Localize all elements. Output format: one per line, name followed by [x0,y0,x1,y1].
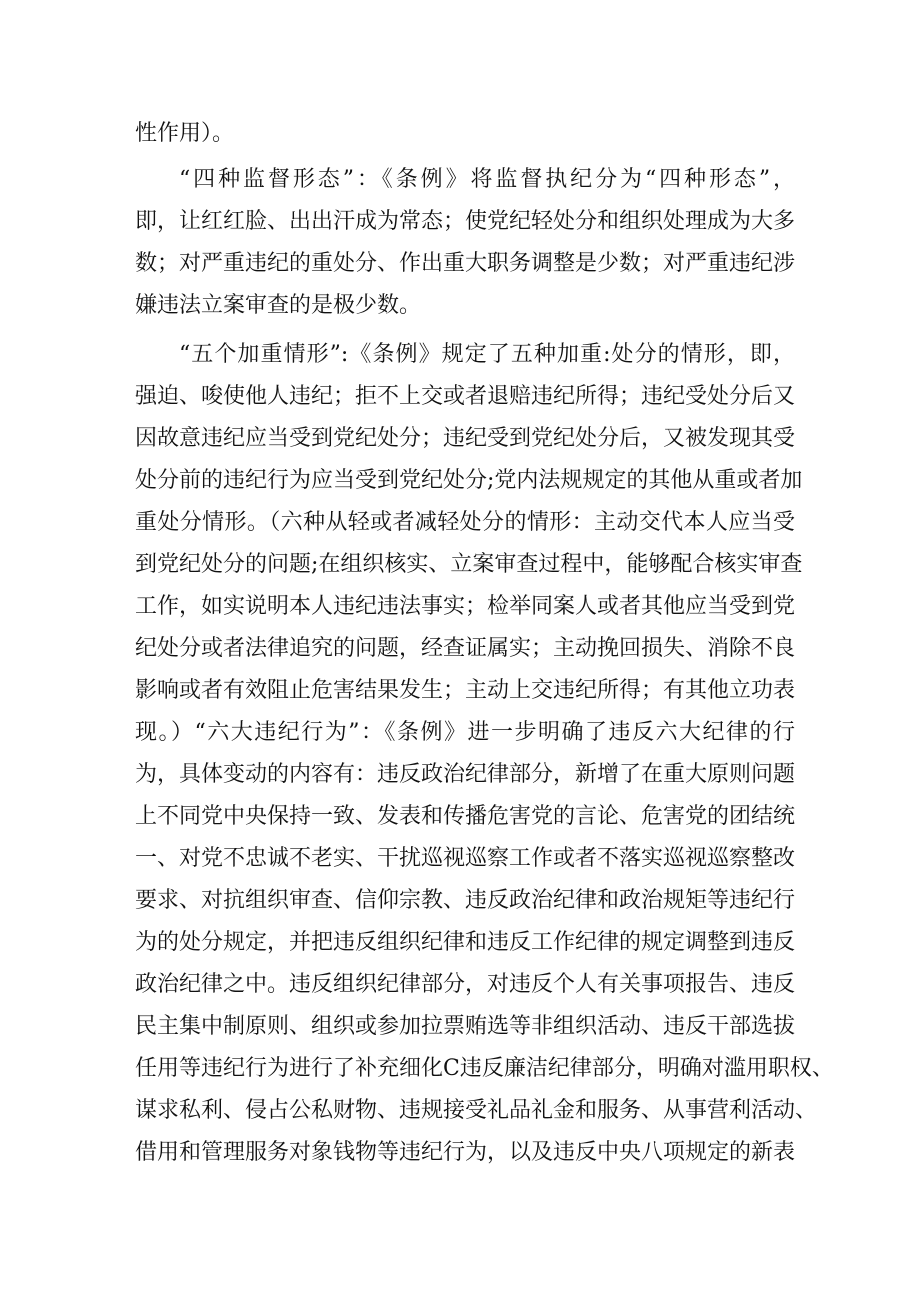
text-line: 数；对严重违纪的重处分、作出重大职务调整是少数；对严重违纪涉 [135,251,796,276]
text-line: 性作用）。 [135,121,235,146]
text-line: 影响或者有效阻止危害结果发生；主动上交违纪所得；有其他立功表 [135,678,796,703]
text-line: 民主集中制原则、组织或参加拉票贿选等非组织活动、违反干部选拔 [135,1014,796,1039]
text-line: 处分前的违纪行为应当受到党纪处分;党内法规规定的其他从重或者加 [135,468,803,493]
text-line: 借用和管理服务对象钱物等违纪行为，以及违反中央八项规定的新表 [135,1140,796,1165]
text-line: 要求、对抗组织审查、信仰宗教、违反政治纪律和政治规矩等违纪行 [135,888,796,913]
text-line: 重处分情形。（六种从轻或者减轻处分的情形：主动交代本人应当受 [135,510,795,535]
text-line: 一、对党不忠诚不老实、干扰巡视巡察工作或者不落实巡视巡察整改 [135,846,796,871]
text-line: 即，让红红脸、出出汗成为常态；使党纪轻处分和组织处理成为大多 [135,209,796,234]
text-line: 为的处分规定，并把违反组织纪律和违反工作纪律的规定调整到违反 [135,930,796,955]
text-line: 工作，如实说明本人违纪违法事实；检举同案人或者其他应当受到党 [135,594,796,619]
text-line: “五个加重情形”:《条例》规定了五种加重:处分的情形，即， [179,342,795,367]
text-line: 嫌违法立案审查的是极少数。 [135,293,422,318]
text-line: 上不同党中央保持一致、发表和传播危害党的言论、危害党的团结统 [135,804,796,829]
text-line: 任用等违纪行为进行了补充细化C违反廉洁纪律部分，明确对滥用职权、 [135,1056,834,1081]
text-line: 纪处分或者法律追究的问题，经查证属实；主动挽回损失、消除不良 [135,636,796,661]
text-line: 到党纪处分的问题;在组织核实、立案审查过程中，能够配合核实审查 [135,552,803,577]
text-line: 政治纪律之中。违反组织纪律部分，对违反个人有关事项报告、违反 [135,972,796,997]
text-line: “四种监督形态”：《条例》将监督执纪分为“四种形态”， [179,167,795,192]
text-line: 为，具体变动的内容有：违反政治纪律部分，新增了在重大原则问题 [135,762,796,787]
text-line: 谋求私利、侵占公私财物、违规接受礼品礼金和服务、从事营利活动、 [135,1098,818,1123]
text-line: 因故意违纪应当受到党纪处分；违纪受到党纪处分后，又被发现其受 [135,426,796,451]
text-line: 现。）“六大违纪行为”：《条例》进一步明确了违反六大纪律的行 [135,720,795,745]
text-line: 强迫、唆使他人违纪；拒不上交或者退赔违纪所得；违纪受处分后又 [135,384,796,409]
